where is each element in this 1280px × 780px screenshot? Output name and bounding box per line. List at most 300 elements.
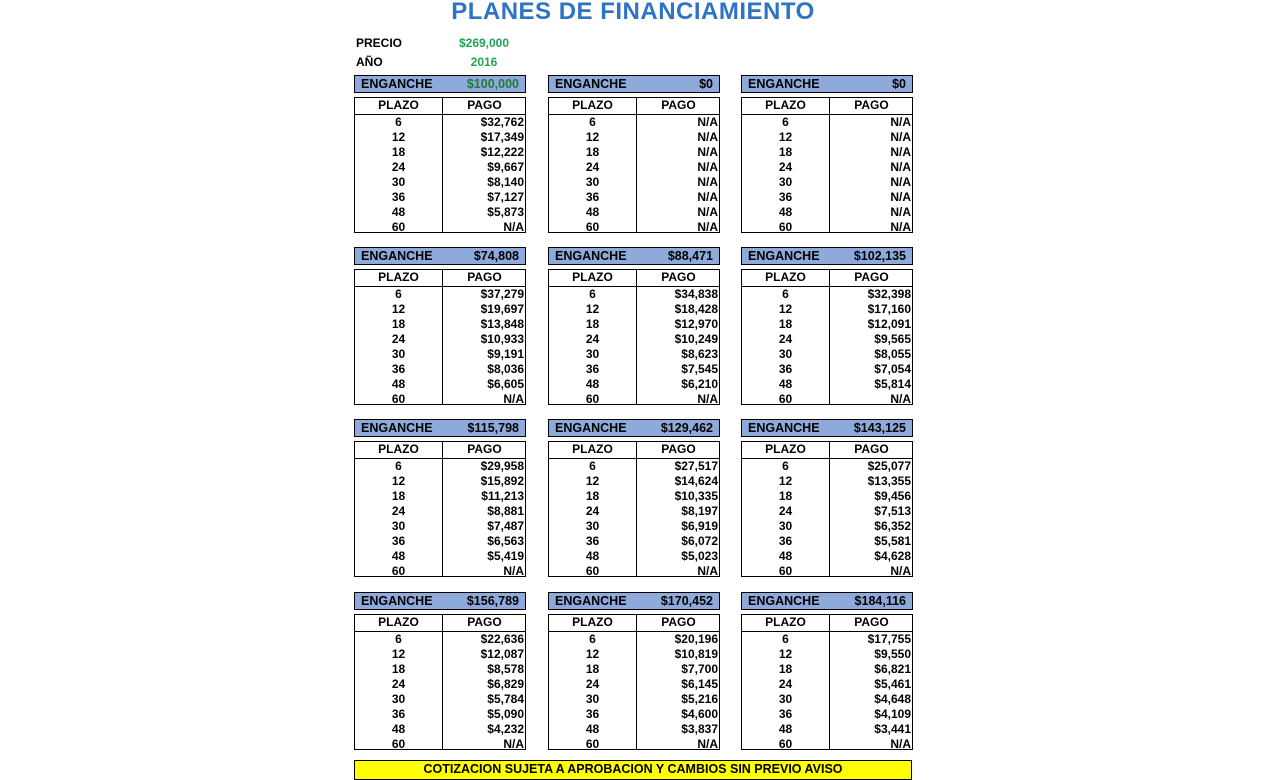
plazo-cell: 30	[391, 519, 406, 533]
pago-cell: N/A	[697, 145, 718, 159]
plazo-cell: 6	[395, 632, 402, 646]
pago-cell: $18,428	[674, 302, 718, 316]
table-row	[549, 287, 719, 302]
pago-header: PAGO	[661, 270, 696, 284]
pago-cell: $10,819	[674, 647, 718, 661]
plan-table	[354, 269, 526, 405]
plazo-cell: 30	[585, 692, 600, 706]
plan-table	[741, 614, 913, 750]
pago-cell: $22,636	[480, 632, 524, 646]
table-row	[549, 534, 719, 549]
plazo-cell: 30	[778, 175, 793, 189]
plan-header	[741, 592, 913, 610]
plan-header	[354, 247, 526, 265]
table-row	[549, 130, 719, 145]
plazo-cell: 12	[585, 474, 600, 488]
pago-cell: $13,848	[480, 317, 524, 331]
pago-cell: $9,565	[874, 332, 911, 346]
plazo-cell: 24	[778, 160, 793, 174]
pago-cell: $34,838	[674, 287, 718, 301]
pago-header: PAGO	[854, 442, 889, 456]
pago-cell: $8,881	[487, 504, 524, 518]
plazo-cell: 18	[391, 489, 406, 503]
table-row	[742, 332, 912, 347]
table-row	[742, 662, 912, 677]
plan-header	[548, 419, 720, 437]
plazo-cell: 60	[391, 564, 406, 578]
pago-cell: $10,933	[480, 332, 524, 346]
table-row	[355, 377, 525, 392]
plazo-cell: 24	[391, 332, 406, 346]
table-row	[355, 220, 525, 235]
table-row	[742, 677, 912, 692]
plan-header	[548, 592, 720, 610]
plazo-cell: 6	[589, 632, 596, 646]
pago-cell: N/A	[503, 737, 524, 751]
page-title: PLANES DE FINANCIAMIENTO	[451, 0, 815, 25]
pago-cell: $5,784	[487, 692, 524, 706]
pago-cell: $32,762	[480, 115, 524, 129]
footer-disclaimer: COTIZACION SUJETA A APROBACION Y CAMBIOS SIN PREVIO AVISO	[354, 760, 912, 780]
table-row	[549, 474, 719, 489]
pago-cell: $7,700	[681, 662, 718, 676]
pago-cell: $10,249	[674, 332, 718, 346]
pago-cell: $7,487	[487, 519, 524, 533]
table-row	[742, 564, 912, 579]
pago-cell: N/A	[890, 190, 911, 204]
pago-cell: N/A	[697, 175, 718, 189]
plazo-cell: 18	[585, 145, 600, 159]
pago-cell: $5,090	[487, 707, 524, 721]
table-row	[549, 504, 719, 519]
plazo-cell: 30	[778, 692, 793, 706]
plazo-header: PLAZO	[765, 270, 806, 284]
enganche-label: ENGANCHE	[361, 249, 433, 263]
table-row	[355, 362, 525, 377]
plazo-cell: 36	[778, 707, 793, 721]
table-header	[742, 442, 912, 459]
plazo-header: PLAZO	[572, 98, 613, 112]
plazo-cell: 18	[585, 662, 600, 676]
plazo-header: PLAZO	[765, 98, 806, 112]
table-header	[355, 270, 525, 287]
pago-cell: $9,667	[487, 160, 524, 174]
table-row	[355, 302, 525, 317]
plazo-cell: 30	[391, 347, 406, 361]
plazo-cell: 18	[391, 145, 406, 159]
pago-cell: $7,054	[874, 362, 911, 376]
plazo-cell: 6	[782, 115, 789, 129]
plazo-cell: 36	[391, 190, 406, 204]
plazo-cell: 24	[391, 677, 406, 691]
plazo-cell: 6	[589, 459, 596, 473]
table-row	[549, 392, 719, 407]
table-row	[549, 302, 719, 317]
plazo-cell: 12	[778, 647, 793, 661]
table-row	[742, 722, 912, 737]
pago-cell: N/A	[890, 130, 911, 144]
pago-cell: $13,355	[867, 474, 911, 488]
plan-block	[548, 419, 720, 577]
plan-block	[548, 592, 720, 750]
pago-cell: $6,563	[487, 534, 524, 548]
table-row	[549, 707, 719, 722]
pago-cell: N/A	[697, 564, 718, 578]
table-row	[549, 347, 719, 362]
plazo-cell: 18	[585, 489, 600, 503]
plazo-cell: 30	[585, 175, 600, 189]
plazo-cell: 48	[391, 722, 406, 736]
pago-cell: $9,456	[874, 489, 911, 503]
plazo-cell: 6	[782, 287, 789, 301]
pago-cell: $14,624	[674, 474, 718, 488]
plan-table	[354, 441, 526, 577]
table-header	[355, 442, 525, 459]
plazo-cell: 6	[395, 115, 402, 129]
plan-block	[354, 75, 526, 233]
table-row	[742, 549, 912, 564]
plazo-cell: 48	[391, 205, 406, 219]
pago-cell: $3,441	[874, 722, 911, 736]
plan-block	[548, 247, 720, 405]
table-row	[355, 549, 525, 564]
plan-table	[548, 614, 720, 750]
pago-header: PAGO	[467, 98, 502, 112]
plazo-cell: 48	[391, 549, 406, 563]
table-row	[742, 317, 912, 332]
plazo-cell: 36	[391, 362, 406, 376]
table-row	[549, 362, 719, 377]
table-row	[549, 459, 719, 474]
plazo-cell: 60	[778, 737, 793, 751]
table-row	[742, 459, 912, 474]
plazo-cell: 12	[391, 130, 406, 144]
table-row	[355, 722, 525, 737]
plazo-cell: 36	[585, 362, 600, 376]
enganche-value: $170,452	[660, 594, 713, 608]
plazo-cell: 48	[585, 377, 600, 391]
plazo-cell: 24	[778, 677, 793, 691]
anio-value: 2016	[470, 55, 498, 69]
plazo-cell: 12	[391, 647, 406, 661]
pago-cell: $4,232	[487, 722, 524, 736]
plazo-cell: 6	[395, 459, 402, 473]
plazo-cell: 30	[778, 347, 793, 361]
table-row	[549, 115, 719, 130]
table-row	[355, 160, 525, 175]
table-header	[549, 442, 719, 459]
plazo-cell: 60	[778, 564, 793, 578]
pago-cell: N/A	[890, 115, 911, 129]
plazo-cell: 18	[778, 317, 793, 331]
plan-block	[741, 592, 913, 750]
table-row	[355, 145, 525, 160]
table-row	[742, 707, 912, 722]
plazo-cell: 36	[585, 534, 600, 548]
plazo-cell: 48	[778, 205, 793, 219]
table-row	[355, 190, 525, 205]
pago-cell: N/A	[697, 160, 718, 174]
plan-header	[354, 75, 526, 93]
plazo-cell: 6	[782, 459, 789, 473]
pago-cell: $5,581	[874, 534, 911, 548]
pago-cell: $19,697	[480, 302, 524, 316]
plazo-cell: 12	[778, 474, 793, 488]
table-row	[355, 459, 525, 474]
pago-cell: $4,628	[874, 549, 911, 563]
plazo-header: PLAZO	[572, 615, 613, 629]
enganche-label: ENGANCHE	[555, 421, 627, 435]
pago-cell: $27,517	[674, 459, 718, 473]
pago-cell: $12,222	[480, 145, 524, 159]
plazo-header: PLAZO	[572, 442, 613, 456]
table-row	[549, 564, 719, 579]
plan-header	[548, 75, 720, 93]
plan-block	[354, 247, 526, 405]
plazo-cell: 60	[391, 737, 406, 751]
pago-cell: N/A	[503, 220, 524, 234]
pago-header: PAGO	[467, 442, 502, 456]
plan-table	[548, 441, 720, 577]
table-row	[549, 692, 719, 707]
table-header	[549, 270, 719, 287]
table-header	[742, 98, 912, 115]
table-row	[742, 160, 912, 175]
pago-cell: $8,140	[487, 175, 524, 189]
pago-cell: $10,335	[674, 489, 718, 503]
table-row	[355, 564, 525, 579]
plan-block	[354, 419, 526, 577]
plazo-cell: 60	[585, 737, 600, 751]
pago-cell: $7,545	[681, 362, 718, 376]
table-row	[549, 647, 719, 662]
enganche-label: ENGANCHE	[361, 421, 433, 435]
plazo-cell: 60	[391, 392, 406, 406]
plazo-cell: 30	[778, 519, 793, 533]
pago-cell: $6,821	[874, 662, 911, 676]
plazo-header: PLAZO	[378, 270, 419, 284]
pago-cell: $6,605	[487, 377, 524, 391]
enganche-label: ENGANCHE	[361, 77, 433, 91]
plan-table	[741, 269, 913, 405]
table-row	[549, 519, 719, 534]
pago-header: PAGO	[661, 98, 696, 112]
table-header	[355, 98, 525, 115]
table-row	[355, 347, 525, 362]
table-row	[355, 317, 525, 332]
pago-cell: $12,970	[674, 317, 718, 331]
table-header	[742, 270, 912, 287]
pago-cell: $5,873	[487, 205, 524, 219]
pago-cell: N/A	[890, 160, 911, 174]
table-row	[355, 287, 525, 302]
enganche-value: $0	[699, 77, 713, 91]
plazo-cell: 12	[778, 302, 793, 316]
table-row	[742, 130, 912, 145]
table-row	[742, 302, 912, 317]
plazo-cell: 18	[391, 317, 406, 331]
table-row	[355, 205, 525, 220]
plazo-cell: 6	[395, 287, 402, 301]
table-row	[742, 205, 912, 220]
enganche-label: ENGANCHE	[361, 594, 433, 608]
plan-header	[741, 419, 913, 437]
plazo-header: PLAZO	[378, 442, 419, 456]
pago-header: PAGO	[854, 615, 889, 629]
enganche-label: ENGANCHE	[748, 249, 820, 263]
plan-block	[548, 75, 720, 233]
plazo-cell: 60	[585, 564, 600, 578]
plazo-cell: 24	[391, 504, 406, 518]
table-row	[742, 287, 912, 302]
plazo-cell: 24	[585, 504, 600, 518]
plazo-cell: 60	[391, 220, 406, 234]
plan-table	[354, 614, 526, 750]
table-row	[549, 677, 719, 692]
table-row	[355, 175, 525, 190]
pago-cell: $3,837	[681, 722, 718, 736]
table-row	[742, 347, 912, 362]
table-header	[742, 615, 912, 632]
table-row	[742, 175, 912, 190]
table-header	[549, 615, 719, 632]
pago-cell: N/A	[697, 205, 718, 219]
plan-block	[741, 419, 913, 577]
anio-label: AÑO	[356, 55, 383, 69]
table-row	[549, 662, 719, 677]
plazo-cell: 12	[585, 647, 600, 661]
plazo-cell: 6	[782, 632, 789, 646]
plazo-cell: 48	[778, 722, 793, 736]
plazo-header: PLAZO	[572, 270, 613, 284]
plazo-cell: 30	[585, 519, 600, 533]
table-row	[355, 707, 525, 722]
pago-cell: $5,023	[681, 549, 718, 563]
table-row	[549, 549, 719, 564]
pago-cell: N/A	[697, 130, 718, 144]
enganche-label: ENGANCHE	[555, 594, 627, 608]
enganche-value: $102,135	[853, 249, 906, 263]
plazo-header: PLAZO	[378, 98, 419, 112]
plazo-cell: 30	[391, 692, 406, 706]
pago-cell: $11,213	[481, 489, 524, 503]
pago-cell: N/A	[697, 220, 718, 234]
table-row	[355, 474, 525, 489]
enganche-value: $184,116	[854, 594, 906, 608]
enganche-value: $129,462	[660, 421, 713, 435]
table-row	[355, 332, 525, 347]
enganche-value: $156,789	[466, 594, 519, 608]
table-row	[549, 377, 719, 392]
plan-block	[741, 75, 913, 233]
plazo-cell: 24	[391, 160, 406, 174]
plan-block	[741, 247, 913, 405]
table-row	[355, 647, 525, 662]
plazo-cell: 24	[585, 160, 600, 174]
plazo-cell: 18	[778, 662, 793, 676]
table-row	[742, 392, 912, 407]
plazo-cell: 60	[778, 392, 793, 406]
table-row	[355, 737, 525, 752]
plazo-cell: 48	[585, 205, 600, 219]
table-row	[549, 205, 719, 220]
plazo-cell: 18	[391, 662, 406, 676]
pago-cell: N/A	[697, 115, 718, 129]
plazo-cell: 24	[778, 332, 793, 346]
table-row	[355, 130, 525, 145]
pago-cell: $17,160	[867, 302, 911, 316]
precio-label: PRECIO	[356, 36, 403, 50]
pago-cell: N/A	[890, 564, 911, 578]
pago-cell: N/A	[503, 392, 524, 406]
pago-cell: $32,398	[867, 287, 911, 301]
pago-cell: $6,919	[681, 519, 718, 533]
table-row	[355, 534, 525, 549]
plazo-cell: 36	[778, 362, 793, 376]
plazo-cell: 6	[589, 287, 596, 301]
pago-cell: $4,648	[874, 692, 911, 706]
pago-header: PAGO	[467, 270, 502, 284]
plazo-cell: 36	[391, 534, 406, 548]
pago-cell: $7,127	[487, 190, 524, 204]
pago-cell: $6,829	[487, 677, 524, 691]
table-row	[742, 647, 912, 662]
table-row	[742, 737, 912, 752]
table-row	[355, 677, 525, 692]
pago-cell: $8,055	[874, 347, 911, 361]
plazo-cell: 36	[391, 707, 406, 721]
plazo-cell: 18	[585, 317, 600, 331]
pago-header: PAGO	[661, 615, 696, 629]
pago-cell: N/A	[890, 175, 911, 189]
pago-cell: $25,077	[867, 459, 911, 473]
plazo-cell: 12	[391, 474, 406, 488]
table-row	[549, 632, 719, 647]
pago-cell: $17,349	[480, 130, 524, 144]
enganche-value: $143,125	[853, 421, 906, 435]
plazo-cell: 36	[778, 534, 793, 548]
plazo-cell: 48	[778, 549, 793, 563]
plazo-cell: 30	[585, 347, 600, 361]
pago-cell: $17,755	[867, 632, 911, 646]
enganche-label: ENGANCHE	[748, 594, 820, 608]
precio-value: $269,000	[458, 36, 510, 50]
plan-table	[741, 97, 913, 233]
table-row	[355, 519, 525, 534]
table-header	[549, 98, 719, 115]
table-row	[742, 220, 912, 235]
pago-cell: $4,600	[681, 707, 718, 721]
pago-cell: N/A	[503, 564, 524, 578]
table-row	[355, 504, 525, 519]
pago-header: PAGO	[661, 442, 696, 456]
plazo-cell: 48	[391, 377, 406, 391]
plazo-cell: 12	[391, 302, 406, 316]
plazo-cell: 48	[585, 722, 600, 736]
plan-table	[354, 97, 526, 233]
plazo-header: PLAZO	[765, 615, 806, 629]
pago-cell: $29,958	[480, 459, 524, 473]
table-row	[355, 115, 525, 130]
table-row	[742, 534, 912, 549]
plazo-header: PLAZO	[765, 442, 806, 456]
table-row	[549, 489, 719, 504]
enganche-label: ENGANCHE	[555, 77, 627, 91]
table-row	[549, 722, 719, 737]
table-row	[549, 190, 719, 205]
table-row	[549, 175, 719, 190]
table-row	[742, 504, 912, 519]
